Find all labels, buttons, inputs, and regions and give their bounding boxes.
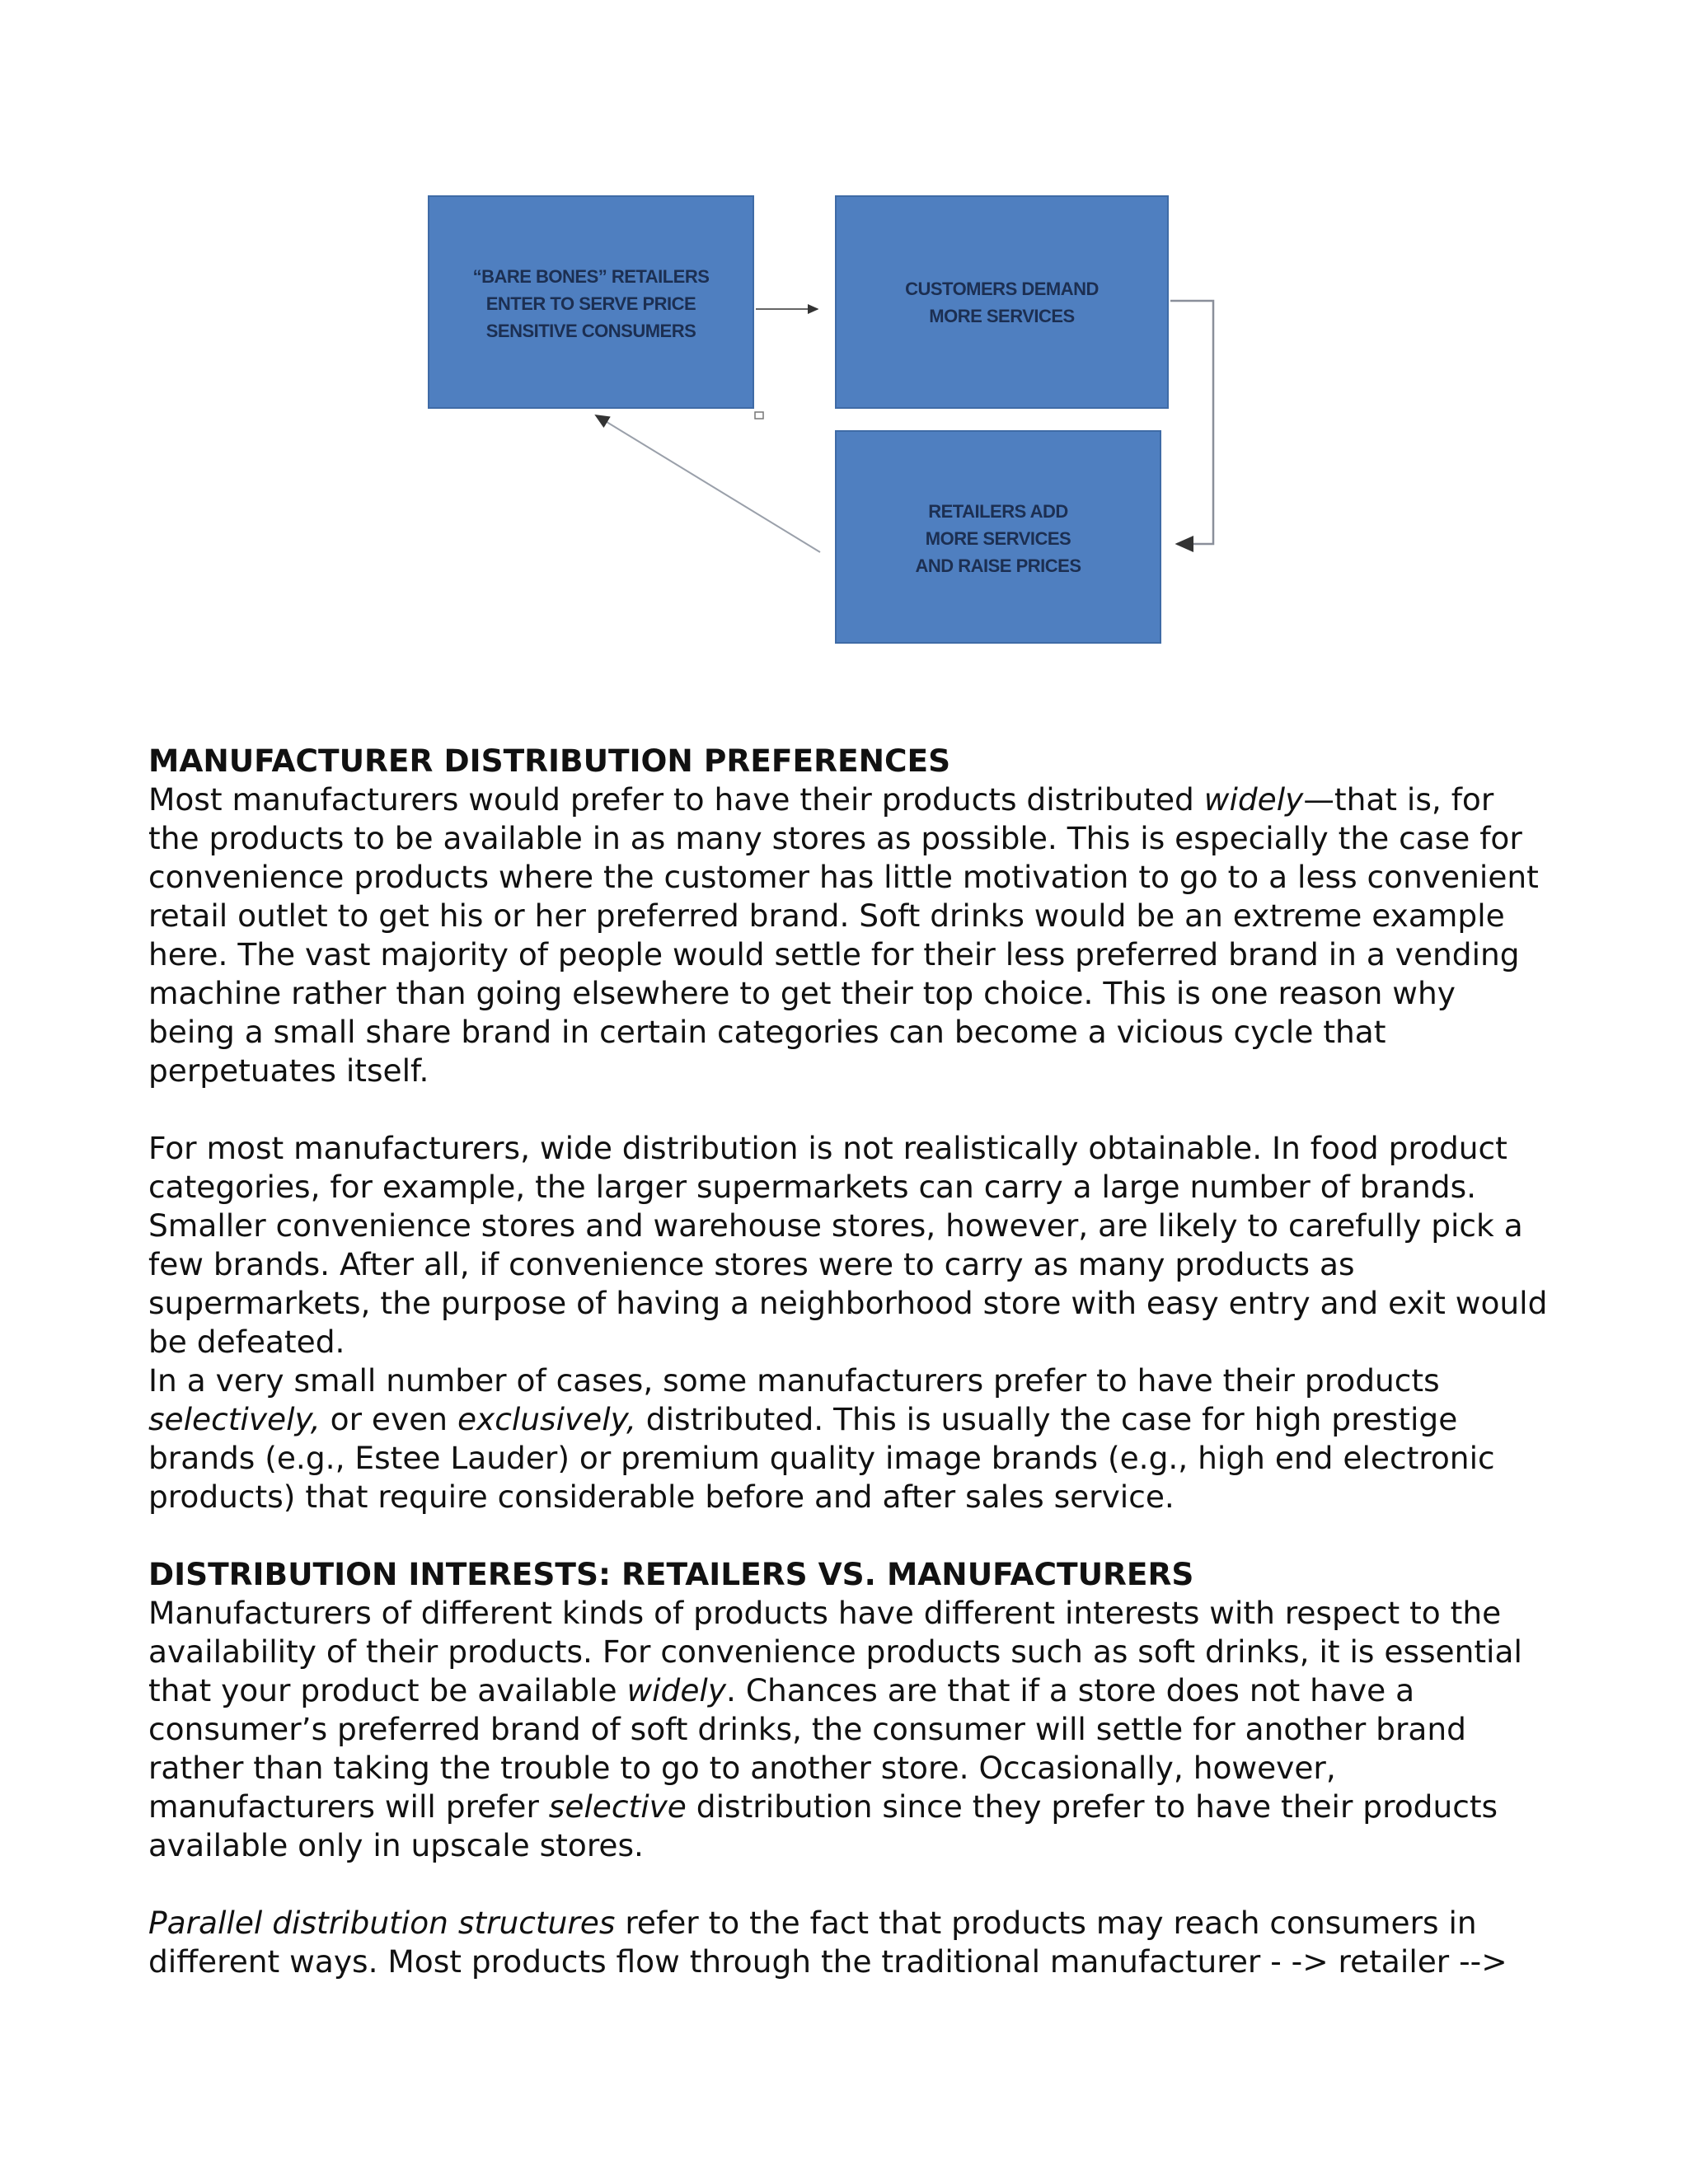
box-bare-bones-label: “BARE BONES” RETAILERS ENTER TO SERVE PRICE SENSITIVE CONSUMERS (472, 266, 710, 341)
small-marker-icon (755, 412, 763, 419)
arrow-demand-to-retailers (1170, 301, 1213, 544)
paragraph-different-interests: Manufacturers of different kinds of products have different interests with respect to the availability of their products. For convenience products such as soft drinks, it is essential that your product be available widely. Chances are that if a store does not have a consumer’s preferred brand of soft drinks, the consumer will settle for another brand rather than taking the trouble to go to another store. Occasionally, however, manufacturers will prefer selective distribution since they prefer to have their products available only in upscale stores. (148, 1595, 1522, 1863)
heading-distribution-interests: DISTRIBUTION INTERESTS: RETAILERS VS. MANUFACTURERS (148, 1556, 1194, 1592)
box-retailers-add-services (835, 430, 1161, 644)
box-bare-bones-retailers (428, 195, 754, 409)
paragraph-manufacturer-prefer-wide: Most manufacturers would prefer to have their products distributed widely—that is, for the products to be available in as many stores as possible. This is especially the case for convenience products where the customer has little motivation to go to a less convenient retail outlet to get his or her preferred brand. Soft drinks would be an extreme example here. The vast majority of people would settle for their less preferred brand in a vending machine rather than going elsewhere to get their top choice. This is one reason why being a small share brand in certain categories can become a vicious cycle that perpetuates itself. (148, 781, 1539, 1089)
arrow-retailers-to-bare (596, 415, 820, 552)
box-retailers-add-label: RETAILERS ADD MORE SERVICES AND RAISE PRICES (915, 501, 1081, 576)
box-customers-demand-label: CUSTOMERS DEMAND MORE SERVICES (905, 279, 1099, 326)
cycle-diagram (0, 0, 1688, 676)
paragraph-selective-exclusive: In a very small number of cases, some manufacturers prefer to have their products selectively, or even exclusively, distributed. This is usually the case for high prestige brands (e.g., Estee Lauder) or premium quality image brands (e.g., high end electronic products) that require considerable before and after sales service. (148, 1362, 1495, 1515)
heading-manufacturer-distribution: MANUFACTURER DISTRIBUTION PREFERENCES (148, 743, 951, 779)
box-customers-demand (835, 195, 1169, 409)
document-body (148, 742, 1550, 1981)
paragraph-parallel-distribution: Parallel distribution structures refer to the fact that products may reach consumers in different ways. Most products flow through the traditional manufacturer - -> retailer --> (148, 1905, 1507, 1980)
paragraph-wide-distribution-not-obtainable: For most manufacturers, wide distribution is not realistically obtainable. In food product categories, for example, the larger supermarkets can carry a large number of brands. Smaller convenience stores and warehouse stores, however, are likely to carefully pick a few brands. After all, if convenience stores were to carry as many products as supermarkets, the purpose of having a neighborhood store with easy entry and exit would be defeated. (148, 1130, 1548, 1360)
